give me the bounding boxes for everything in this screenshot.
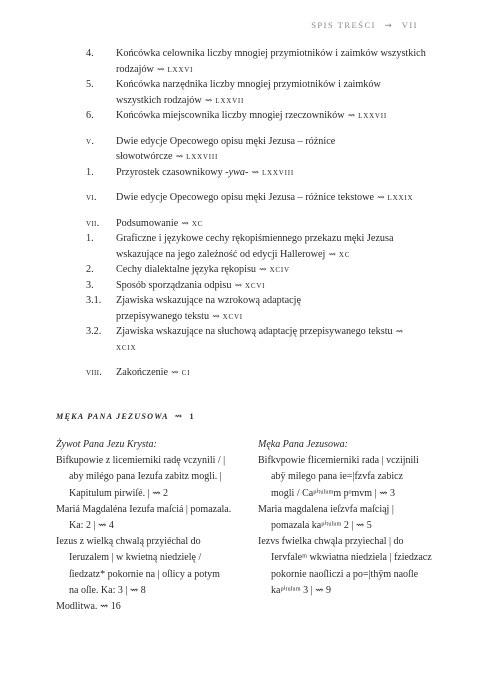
text-line: aby milégo pana Iezufa zabitz mogli. | [69,471,222,483]
toc-page: lxxvii [215,94,245,106]
toc-number: viii. [86,367,103,378]
ornament-icon: ⇝ [395,326,404,336]
toc-line [116,309,426,325]
section-title [56,411,195,422]
toc-entry [86,365,426,381]
toc-page: lxxvi [167,63,194,75]
running-header-title: SPIS TREŚCI [311,20,376,30]
toc-page: xcix [116,341,137,353]
right-column [258,437,448,599]
toc-number: 3. [86,279,94,291]
toc-line [116,108,426,124]
column-heading: Żywot Pana Jezu Krysta: [56,439,157,450]
ornament-icon: ⇝ [181,217,189,228]
toc-line [116,62,426,78]
toc-number: 4. [86,48,94,59]
toc-number: 1. [86,166,94,178]
toc-number: 6. [86,110,94,121]
toc-line [116,77,426,93]
toc-entry [86,165,426,181]
running-header [311,20,418,31]
toc-line [116,247,426,263]
toc-entry [86,190,426,206]
spacer [86,355,426,365]
toc-text: Końcówka celownika liczby mnogiej przymiotników i zaimków wszystkich [116,48,426,59]
toc-line [116,278,426,294]
ornament-icon: ⇝ [234,279,242,290]
toc-line [116,190,426,206]
toc-number: 3.2. [86,326,102,337]
toc-page: xcvi [222,310,243,322]
toc-entry [86,134,426,165]
toc-line [116,134,426,150]
spacer [86,124,426,134]
toc-entry [86,278,426,294]
ornament-icon: ⇝ [251,166,259,177]
text-line: Ieruzalem | w kwietną niedzielę / [69,552,202,564]
toc-text: Dwie edycje Opecowego opisu męki Jezusa – różnice tekstowe [116,192,374,203]
toc-number: 5. [86,79,94,90]
toc-line [116,216,426,232]
toc-page: lxxix [387,192,414,203]
ornament-icon: ⇝ [212,310,220,321]
text-line: Ka: 2 | ⇝ 4 [69,520,114,532]
toc-entry [86,46,426,77]
ornament-icon: ⇝ [175,151,184,161]
section-title-text: MĘKA PANA JEZUSOWA [56,412,169,421]
ornament-icon: ⇝ [156,63,165,74]
toc-entry [86,324,426,355]
text-line: kaᵖⁱᵗᵘˡᵘᵐ 3 | ⇝ 9 [271,584,331,596]
toc-page: xciv [269,264,290,275]
toc-entry [86,293,426,324]
toc-number: vii. [86,217,100,229]
text-line: abÿ milego pana ie=|fzvfa zabicz [271,471,404,483]
toc-text: Zakończenie [116,367,169,378]
toc-line [116,262,426,278]
toc-text: Sposób sporządzania odpisu [116,279,232,291]
text-line: na oſle. Ka: 3 | ⇝ 8 [69,584,146,596]
text-line: Bifkvpowie flicemierniki rada | vczijnili [258,455,419,467]
toc-text: Końcówka miejscownika liczby mnogiej rzeczowników [116,110,345,121]
ornament-icon: ⇝ [377,192,385,202]
text-line: Kapitulum pirwiſé. | ⇝ 2 [69,487,168,499]
toc-page: lxxvii [358,110,388,121]
column-lines [258,453,448,599]
spacer [86,180,426,190]
text-line: mogli / Caᵖⁱᵗᵘˡᵘᵐm pᵒmvm | ⇝ 3 [271,487,395,499]
toc-entry [86,77,426,108]
text-line: Mariá Magdaléna Iezufa maſciá | pomazala. [56,503,232,515]
toc-text: rodzajów [116,63,154,75]
text-line: Iezus z wielką chwalą przyiéchal do [56,536,201,548]
toc-page: xc [338,248,351,260]
toc-text: Zjawiska wskazujące na słuchową adaptację przepisywanego tekstu [116,326,393,337]
toc-entry [86,231,426,262]
toc-page: lxxviii [186,151,219,162]
text-line: Bifkupowie z licemierniki radę vczynili / | [56,455,226,467]
toc-line [116,231,426,247]
ornament-icon: ⇝ [384,20,394,30]
text-line: Iervfaleᵐ wkwiatna niedziela | fziedzacz [271,552,432,564]
toc-page: xc [191,217,204,229]
toc-number: 1. [86,233,94,244]
toc-line [116,324,426,355]
text-line: ſiedzatz* pokornie na | oſlicy a potym [69,568,220,580]
running-header-page: VII [401,20,418,30]
toc-number: vi. [86,192,97,203]
toc-line [116,46,426,62]
text-line: pokornie naoſliczi a po=|thÿm naoſle [271,568,419,580]
toc-entry [86,262,426,278]
toc-line [116,149,426,165]
toc-page: ci [181,367,191,378]
toc-entry [86,108,426,124]
column-heading: Męka Pana Jezusowa: [258,439,348,450]
column-lines [56,453,252,615]
table-of-contents [86,46,426,381]
text-line: Iezvs fwielka chwąla przyiechal | do [258,536,404,548]
spacer [86,206,426,216]
toc-text: Podsumowanie [116,217,179,229]
ornament-icon: ⇝ [328,248,336,259]
toc-entry [86,216,426,232]
section-number: 1 [189,412,195,421]
left-column [56,437,252,615]
ornament-icon: ⇝ [347,110,356,120]
toc-text: Zjawiska wskazujące na wzrokową adaptację [116,295,301,306]
ornament-icon: ⇝ [259,264,267,274]
toc-text: wskazujące na jego zależność od edycji Hallerowej [116,248,326,260]
toc-page: xcvi [245,279,266,291]
text-line: Modlitwa. ⇝ 16 [56,601,121,613]
ornament-icon: ⇝ [174,411,184,421]
toc-text: Graficzne i językowe cechy rękopiśmiennego przekazu męki Jezusa [116,233,394,244]
toc-text: wszystkich rodzajów [116,94,202,106]
text-line: pomazala kaᵖⁱᵗᵘˡᵘᵐ 2 | ⇝ 5 [271,520,372,532]
ornament-icon: ⇝ [204,94,213,105]
toc-text: Dwie edycje Opecowego opisu męki Jezusa – różnice [116,135,336,147]
toc-text: Cechy dialektalne języka rękopisu [116,264,257,275]
toc-line [116,293,426,309]
toc-line [116,165,426,181]
toc-text: Końcówka narzędnika liczby mnogiej przymiotników i zaimków [116,79,381,90]
text-line: Maria magdalena ieſzvfa maſciąj | [258,503,394,515]
toc-number: 2. [86,264,94,275]
toc-page: lxxviii [261,166,295,178]
toc-number: 3.1. [86,295,102,306]
toc-number: v. [86,135,95,147]
toc-italic-text: -ywa- [225,166,249,178]
toc-text: Przyrostek czasownikowy [116,166,226,178]
toc-text: słowotwórcze [116,151,173,162]
toc-line [116,365,426,381]
toc-text: przepisywanego tekstu [116,310,210,322]
ornament-icon: ⇝ [171,367,179,377]
toc-line [116,93,426,109]
